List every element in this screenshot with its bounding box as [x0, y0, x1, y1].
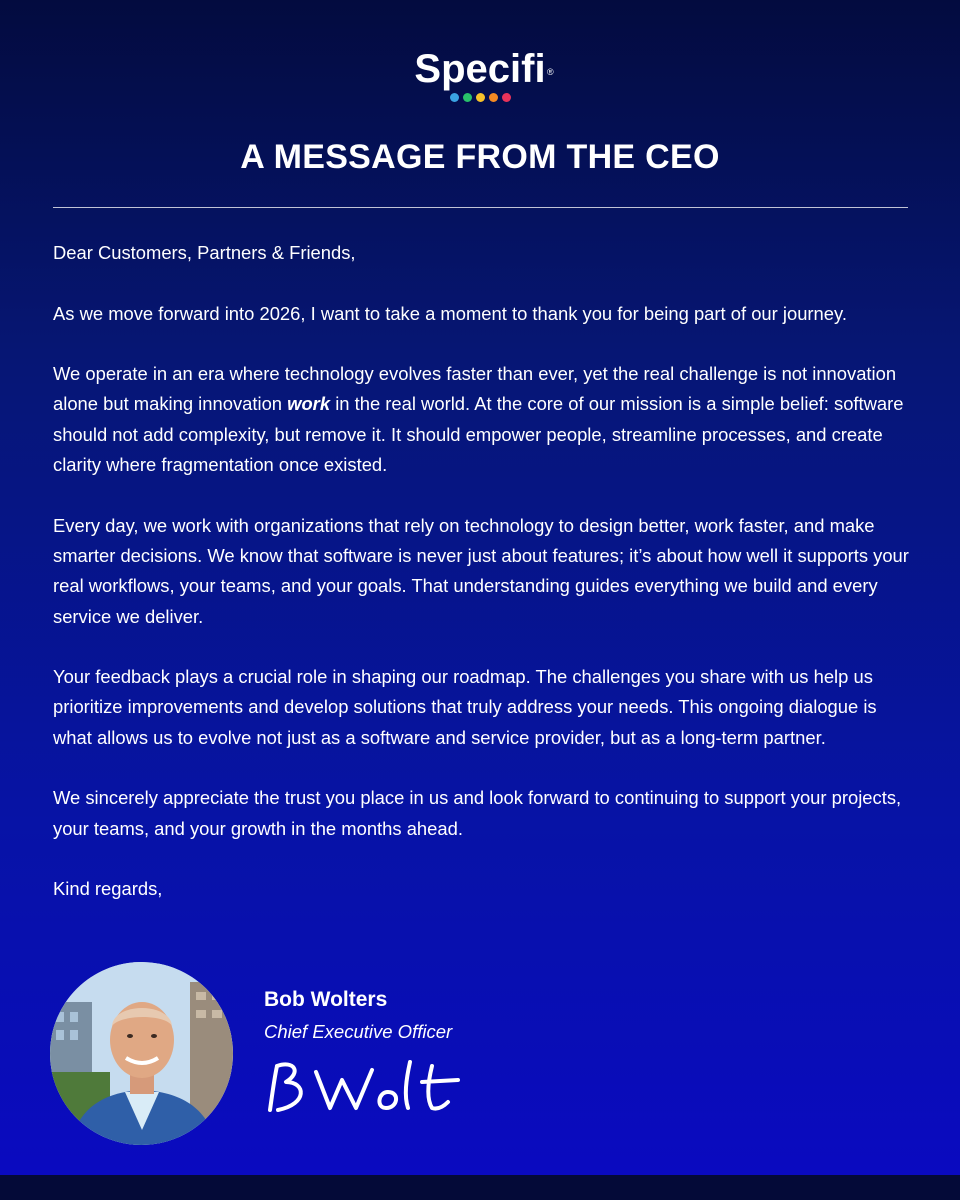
logo-wordmark: Specifi [414, 47, 546, 91]
p2-text-before: We operate in an era where technology evolves faster than ever, yet the real challenge is not innovation alone but making innovation [53, 363, 897, 415]
portrait-illustration [50, 962, 233, 1145]
title-divider [53, 207, 908, 208]
signer-name: Bob Wolters [264, 988, 388, 1011]
p2-emphasis: work [287, 393, 331, 415]
logo-dot-orange [489, 93, 498, 102]
letter-paragraph-4: Your feedback plays a crucial role in shaping our roadmap. The challenges you share with us help us prioritize improvements and develop solutions that truly address your needs. This ongoing dialogue is what allows us to evolve not just as a software and service provider, but as a long-term partner. [53, 666, 877, 748]
logo-registered-mark: ® [546, 67, 554, 77]
letter-paragraph-2 [53, 359, 913, 480]
logo-dot-blue [450, 93, 459, 102]
letter-paragraph-3: Every day, we work with organizations that rely on technology to design better, work faster, and make smarter decisions. We know that software is never just about features; it’s about how well it supports your real workflows, your teams, and your goals. That understanding guides everything we build and every service we deliver. [53, 514, 909, 627]
logo-dot-yellow [476, 93, 485, 102]
letter-paragraph-1: As we move forward into 2026, I want to take a moment to thank you for being part of our journey. [53, 302, 847, 324]
letter-paragraph-5: We sincerely appreciate the trust you place in us and look forward to continuing to support your projects, your teams, and your growth in the months ahead. [53, 787, 902, 839]
letter-closing: Kind regards, [53, 878, 163, 900]
footer-band [0, 1175, 960, 1200]
letter-body [53, 238, 913, 935]
brand-logo [0, 48, 960, 90]
logo-dot-green [463, 93, 472, 102]
logo-dot-pink [502, 93, 511, 102]
ceo-portrait-avatar [50, 962, 233, 1145]
p2-text-after: in the real world. At the core of our mission is a simple belief: software should not add complexity, but remove it. It should empower people, streamline processes, and create clarity where fragmentation once existed. [53, 393, 904, 476]
page-title: A MESSAGE FROM THE CEO [240, 138, 720, 176]
signer-role: Chief Executive Officer [264, 1021, 453, 1042]
handwritten-signature [262, 1052, 482, 1122]
letter-greeting: Dear Customers, Partners & Friends, [53, 242, 356, 263]
logo-color-dots [0, 93, 960, 103]
